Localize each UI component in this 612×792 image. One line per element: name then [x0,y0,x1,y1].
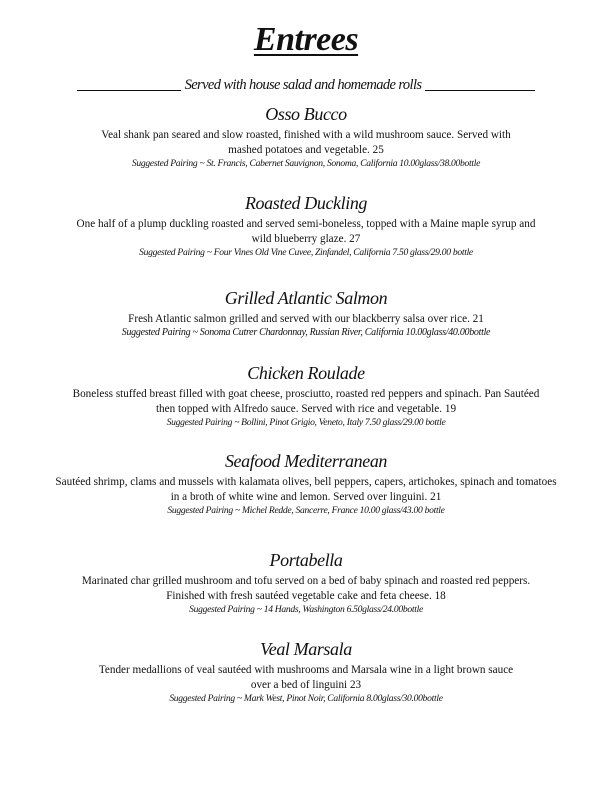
entree-description-line: One half of a plump duckling roasted and served semi-boneless, topped with a Maine maple syrup and [76,218,536,230]
entree-description [40,217,572,247]
entree-description [40,475,572,505]
entree-name: Osso Bucco [265,104,347,124]
entree-name: Veal Marsala [260,639,352,659]
entree-name: Grilled Atlantic Salmon [224,288,388,308]
entree-chicken-roulade [40,362,572,429]
entree-description-line: Veal shank pan seared and slow roasted, finished with a wild mushroom sauce. Served with [101,129,511,141]
entree-roasted-duckling [40,192,572,259]
wine-pairing: Suggested Pairing ~ 14 Hands, Washington 6.50glass/24.00bottle [189,604,423,615]
entree-description-line: then topped with Alfredo sauce. Served with rice and vegetable. 19 [155,403,457,415]
page-title: Entrees [253,21,359,58]
entree-description [40,128,572,158]
entree-description [40,387,572,417]
entree-description-line: Marinated char grilled mushroom and tofu served on a bed of baby spinach and roasted red peppers. [81,575,531,587]
entree-description-line: mashed potatoes and vegetable. 25 [228,144,384,156]
subtitle: Served with house salad and homemade rolls [184,77,422,93]
entree-description-line: Finished with fresh sautéed vegetable cake and feta cheese. 18 [166,590,446,602]
entree-description-line: Tender medallions of veal sautéed with mushrooms and Marsala wine in a light brown sauce [98,664,514,676]
entree-description-line: Sautéed shrimp, clams and mussels with kalamata olives, bell peppers, capers, artichokes, spinach and tomatoes [55,476,557,488]
entree-grilled-atlantic-salmon [40,287,572,339]
wine-pairing: Suggested Pairing ~ Four Vines Old Vine Cuvee, Zinfandel, California 7.50 glass/29.00 bottle [139,247,473,258]
wine-pairing: Suggested Pairing ~ Sonoma Cutrer Chardonnay, Russian River, California 10.00glass/40.00bottle [121,327,491,338]
entree-portabella [40,549,572,616]
entree-name: Seafood Mediterranean [224,451,388,471]
wine-pairing: Suggested Pairing ~ St. Francis, Cabernet Sauvignon, Sonoma, California 10.00glass/38.00bottle [131,158,481,169]
entree-description-line: wild blueberry glaze. 27 [251,233,361,245]
entree-description-line: Fresh Atlantic salmon grilled and served with our blackberry salsa over rice. 21 [128,313,484,325]
entree-veal-marsala [40,638,572,705]
subtitle-rule-left [77,90,181,91]
entree-description [40,663,572,693]
subtitle-rule-right [425,90,535,91]
entree-name: Portabella [269,550,343,570]
wine-pairing: Suggested Pairing ~ Bollini, Pinot Grigio, Veneto, Italy 7.50 glass/29.00 bottle [166,417,446,428]
entree-name: Roasted Duckling [244,193,368,213]
wine-pairing: Suggested Pairing ~ Mark West, Pinot Noir, California 8.00glass/30.00bottle [169,693,443,704]
entree-description-line: in a broth of white wine and lemon. Served over linguini. 21 [170,491,442,503]
entree-description [40,574,572,604]
entree-description-line: over a bed of linguini 23 [250,679,362,691]
subtitle-row [40,74,572,94]
entree-seafood-mediterranean [40,450,572,517]
entree-description [40,312,572,327]
entree-name: Chicken Roulade [247,363,365,383]
entree-osso-bucco [40,103,572,170]
wine-pairing: Suggested Pairing ~ Michel Redde, Sancerre, France 10.00 glass/43.00 bottle [167,505,445,516]
entree-description-line: Boneless stuffed breast filled with goat cheese, prosciutto, roasted red peppers and spinach. Pan Sautéed [72,388,540,400]
